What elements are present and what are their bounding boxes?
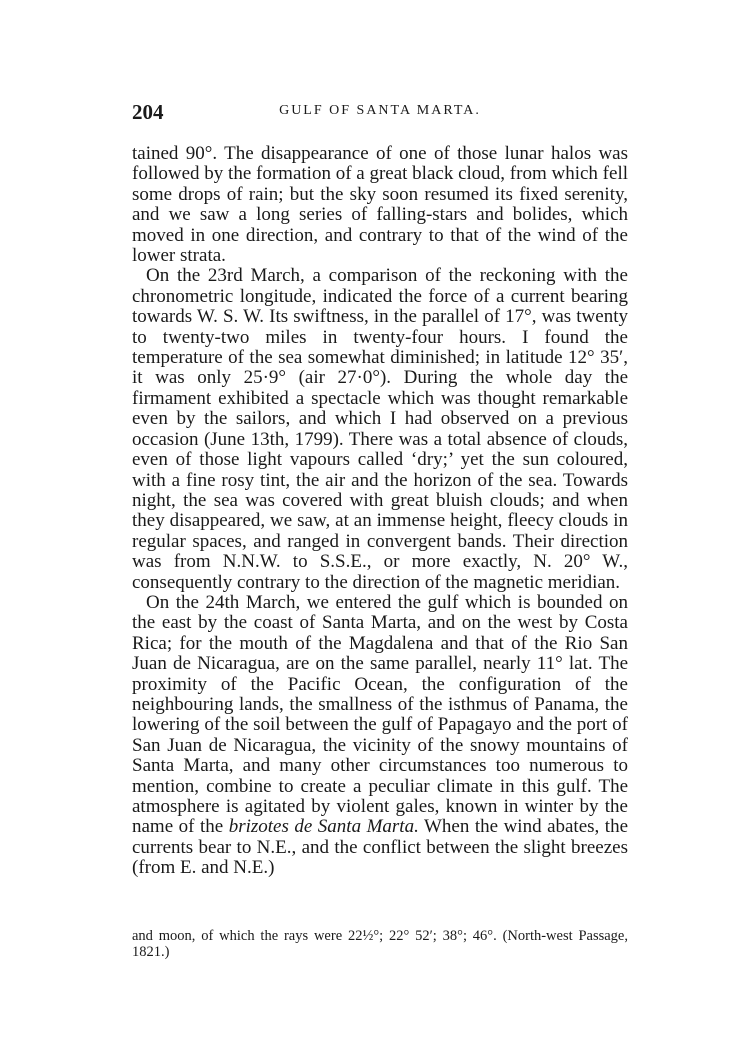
footnote: and moon, of which the rays were 22½°; 22° 52′; 38°; 46°. (North-west Passage, 1821.) <box>132 928 628 960</box>
body-text <box>132 144 628 879</box>
page-header <box>132 100 628 130</box>
paragraph-march-24-text: On the 24th March, we entered the gulf which is bounded on the east by the coast of Santa Marta, and on the west by Costa Rica; for the mouth of the Magdalena and that of the Rio San Juan de Nicaragua, are on the same parallel, nearly 11° lat. The proximity of the Pacific Ocean, the configuration of the neighbouring lands, the smallness of the isthmus of Panama, the lowering of the soil between the gulf of Papagayo and the port of San Juan de Nicaragua, the vicinity of the snowy mountains of Santa Marta, and many other circumstances too numerous to mention, combine to create a peculiar climate in this gulf. The atmosphere is agitated by violent gales, known in winter by the name of the <box>132 591 628 838</box>
running-head: GULF OF SANTA MARTA. <box>279 103 481 118</box>
italic-phrase: brizotes de Santa Marta. <box>228 816 419 838</box>
paragraph-continuation: tained 90°. The disappearance of one of those lunar halos was followed by the formation of a great black cloud, from which fell some drops of rain; but the sky soon resumed its fixed serenity, and we saw a long series of falling-stars and bolides, which moved in one direction, and contrary to that of the wind of the lower strata. <box>132 143 628 267</box>
paragraph-march-24-tail: When the wind abates, the currents bear to N.E., and the conflict between the slight breezes (from E. and N.E.) <box>132 816 628 879</box>
paragraph-march-23: On the 23rd March, a comparison of the reckoning with the chronometric longitude, indicated the force of a current bearing towards W. S. W. Its swiftness, in the parallel of 17°, was twenty to twenty-two miles in twenty-four hours. I found the temperature of the sea somewhat diminished; in latitude 12° 35′, it was only 25·9° (air 27·0°). During the whole day the firmament exhibited a spectacle which was thought remarkable even by the sailors, and which I had observed on a previous occasion (June 13th, 1799). There was a total absence of clouds, even of those light vapours called ‘dry;’ yet the sun coloured, with a fine rosy tint, the air and the horizon of the sea. Towards night, the sea was covered with great bluish clouds; and when they disappeared, we saw, at an immense height, fleecy clouds in regular spaces, and ranged in convergent bands. Their direction was from N.N.W. to S.S.E., or more exactly, N. 20° W., consequently contrary to the direction of the magnetic meridian. <box>132 265 628 593</box>
page-number: 204 <box>132 100 164 124</box>
paragraph-march-24 <box>132 593 628 879</box>
